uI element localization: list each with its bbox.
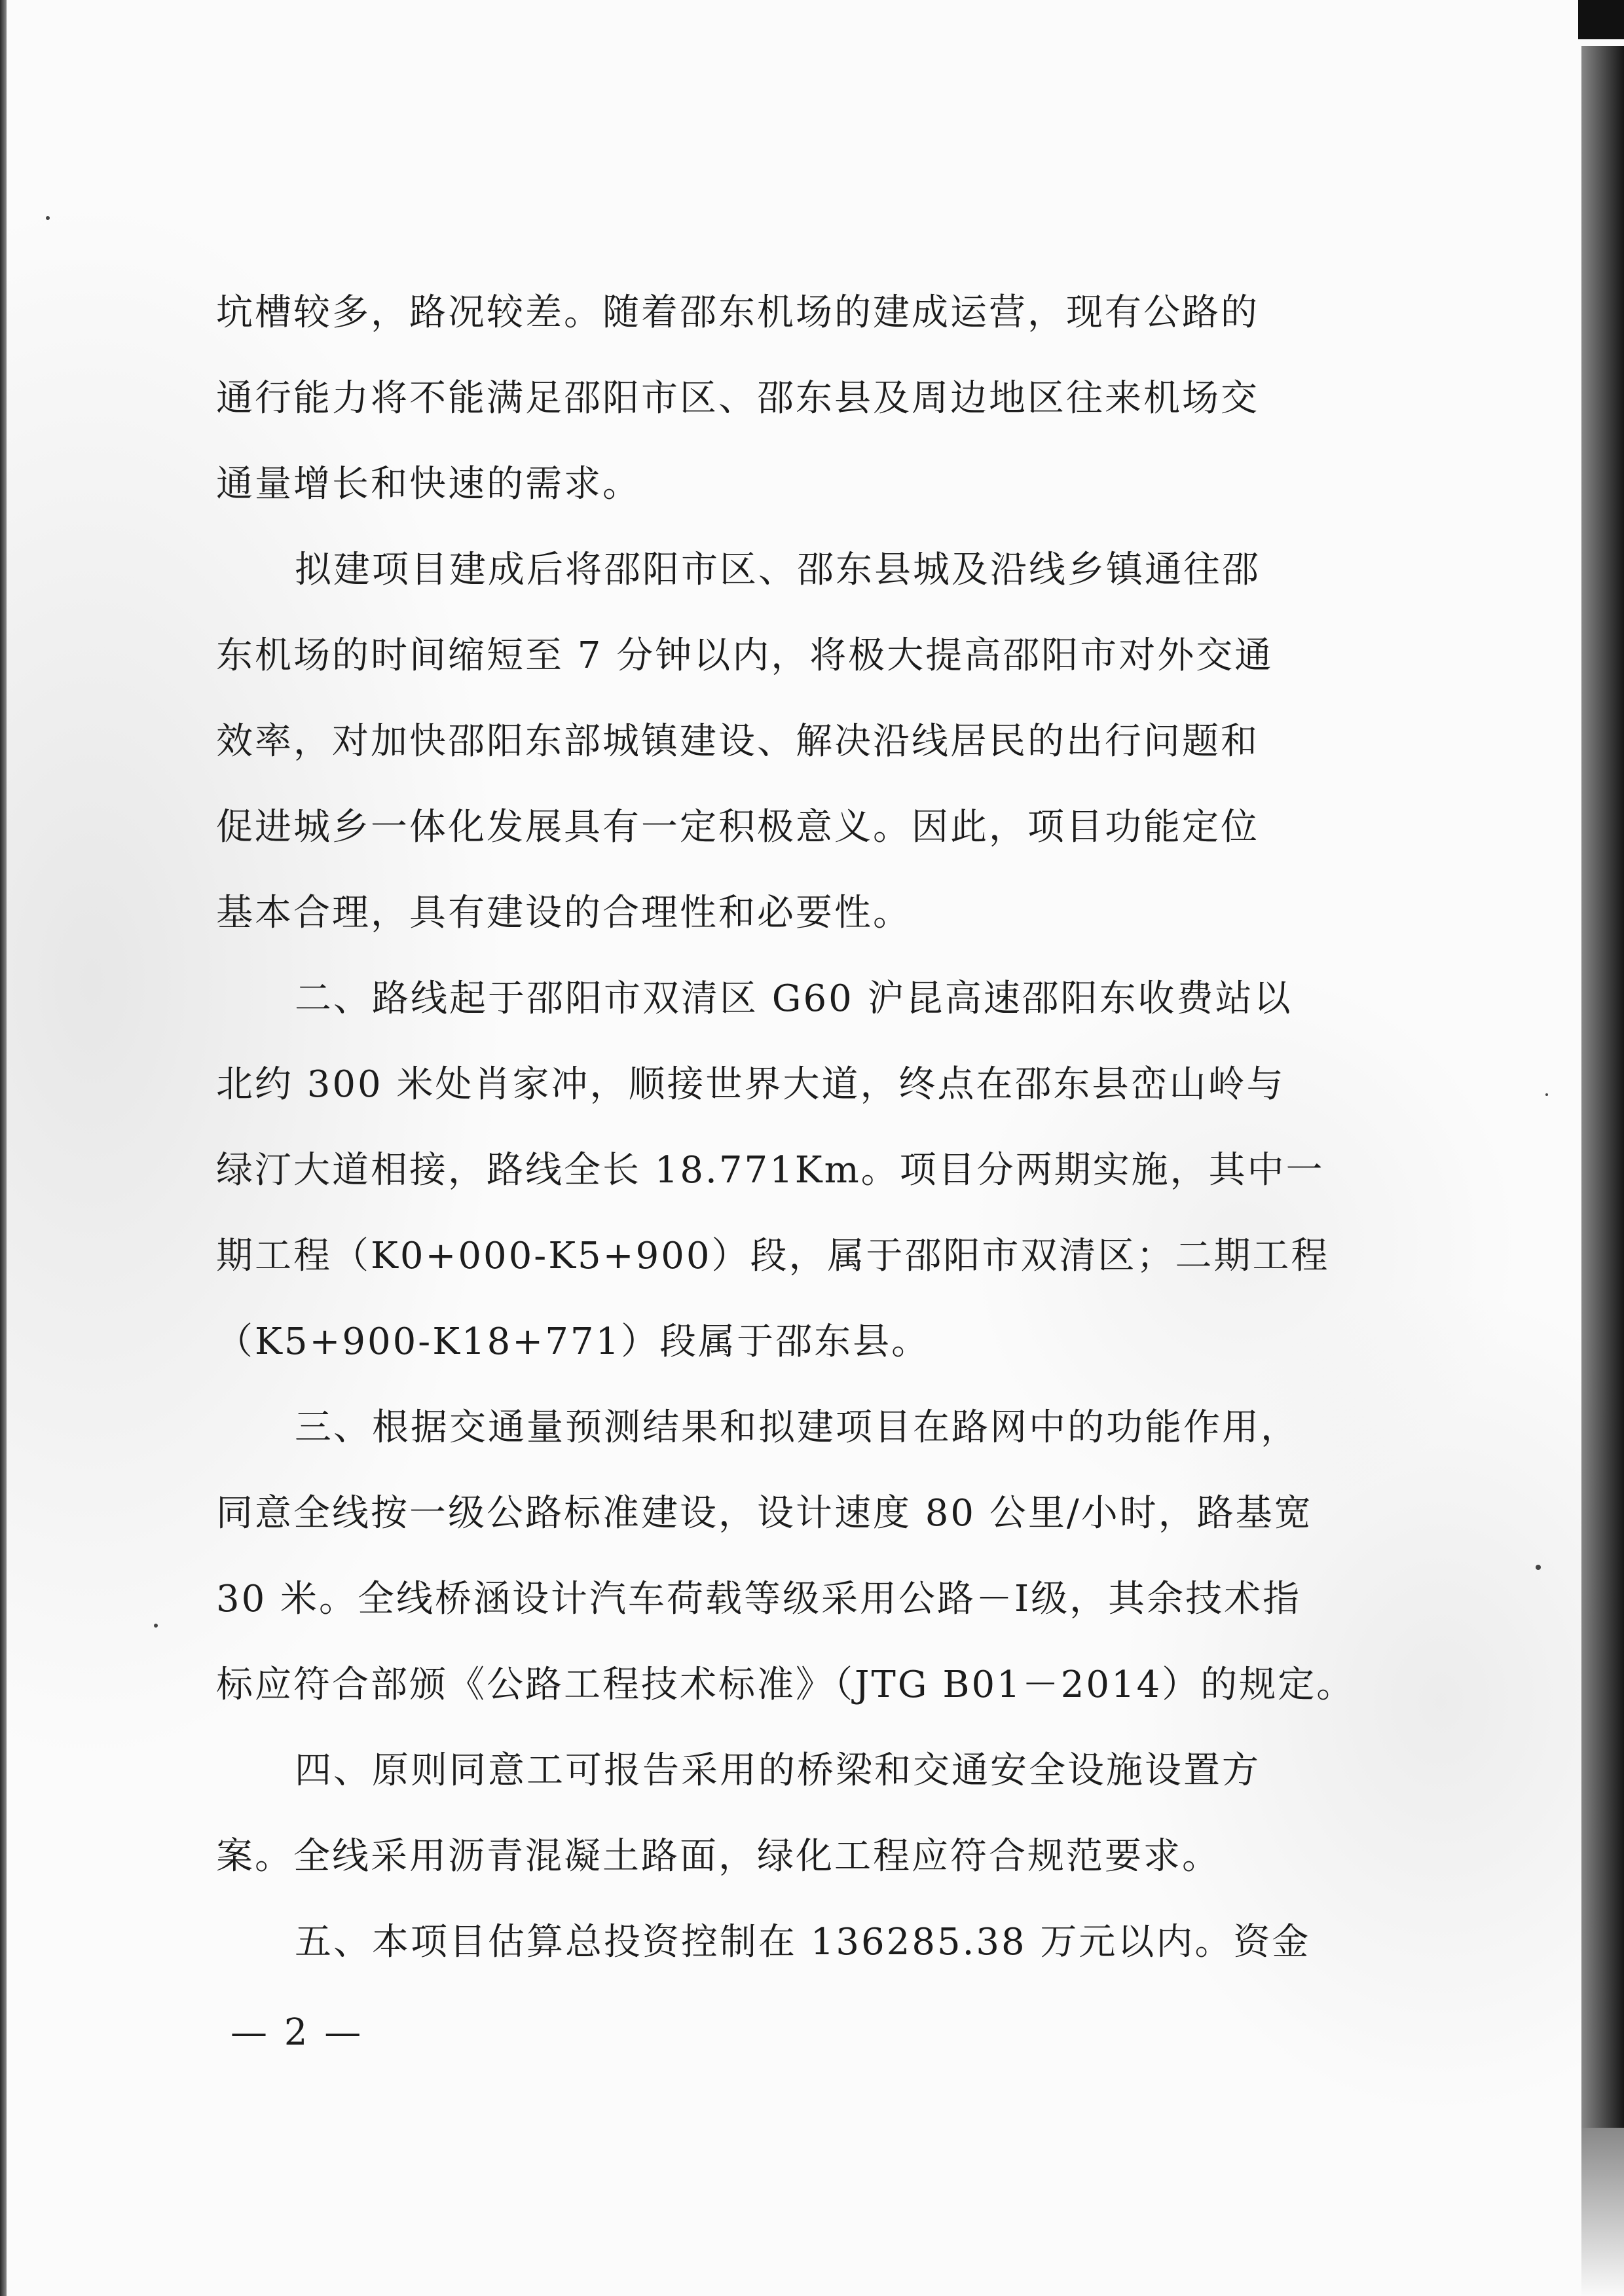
text-line: 促进城乡一体化发展具有一定积极意义。因此，项目功能定位 [216, 806, 1259, 848]
text-line: 五、本项目估算总投资控制在 136285.38 万元以内。资金 [295, 1921, 1311, 1963]
paragraph-p5 [216, 1728, 1454, 1899]
text-line: 坑槽较多，路况较差。随着邵东机场的建成运营，现有公路的 [216, 291, 1259, 334]
paragraph-p3 [216, 956, 1454, 1385]
text-line: 二、路线起于邵阳市双清区 G60 沪昆高速邵阳东收费站以 [295, 977, 1293, 1020]
page-number: — 2 — [231, 2011, 364, 2054]
text-line: 北约 300 米处肖家冲，顺接世界大道，终点在邵东县峦山岭与 [216, 1063, 1285, 1106]
scan-speck [1536, 1565, 1541, 1570]
scan-left-edge [0, 0, 7, 2296]
scan-speck [154, 1624, 158, 1628]
document-body [216, 270, 1454, 1985]
text-line: 标应符合部颁《公路工程技术标准》（JTG B01－2014）的规定。 [216, 1664, 1356, 1706]
text-line: 通行能力将不能满足邵阳市区、邵东县及周边地区往来机场交 [216, 377, 1259, 420]
scan-speck [1545, 1093, 1548, 1096]
text-line: 拟建项目建成后将邵阳市区、邵东县城及沿线乡镇通往邵 [295, 549, 1261, 591]
text-line: 期工程（K0+000-K5+900）段，属于邵阳市双清区；二期工程 [216, 1235, 1330, 1277]
text-line: 四、原则同意工可报告采用的桥梁和交通安全设施设置方 [295, 1749, 1261, 1792]
scan-right-edge-fade [1581, 2128, 1624, 2296]
text-line: 30 米。全线桥涵设计汽车荷载等级采用公路－Ⅰ级，其余技术指 [216, 1578, 1302, 1620]
text-line: 案。全线采用沥青混凝土路面，绿化工程应符合规范要求。 [216, 1835, 1221, 1878]
text-line: 东机场的时间缩短至 7 分钟以内，将极大提高邵阳市对外交通 [216, 634, 1274, 677]
scan-corner-shadow [1578, 0, 1624, 39]
paragraph-p6 [216, 1899, 1454, 1985]
paragraph-p2 [216, 527, 1454, 956]
text-line: 通量增长和快速的需求。 [216, 463, 641, 505]
text-line: 基本合理，具有建设的合理性和必要性。 [216, 892, 912, 934]
text-line: 绿汀大道相接，路线全长 18.771Km。项目分两期实施，其中一 [216, 1149, 1325, 1192]
text-line: 效率，对加快邵阳东部城镇建设、解决沿线居民的出行问题和 [216, 720, 1259, 763]
text-line: （K5+900-K18+771）段属于邵东县。 [216, 1321, 931, 1363]
scan-right-edge-shadow [1581, 46, 1624, 2128]
paragraph-p4 [216, 1385, 1454, 1728]
scan-speck [46, 216, 50, 220]
text-line: 同意全线按一级公路标准建设，设计速度 80 公里/小时，路基宽 [216, 1492, 1313, 1535]
text-line: 三、根据交通量预测结果和拟建项目在路网中的功能作用， [295, 1406, 1299, 1449]
paragraph-p1 [216, 270, 1454, 527]
